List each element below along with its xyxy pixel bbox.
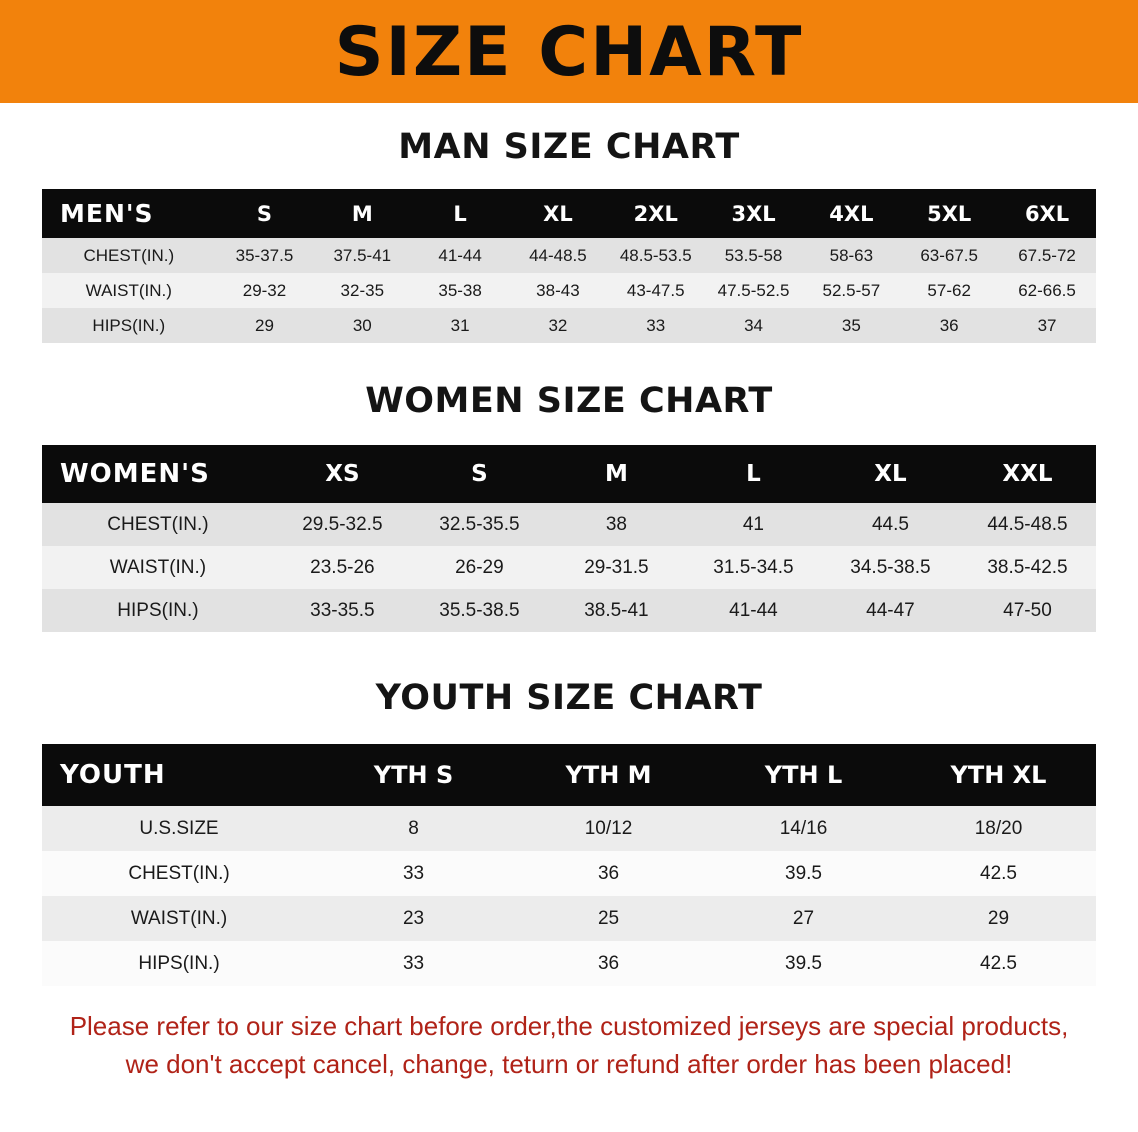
table-cell: 25 — [511, 896, 706, 941]
column-header: YTH S — [316, 744, 511, 806]
table-cell: 23.5-26 — [274, 546, 411, 589]
column-header: M — [548, 445, 685, 503]
table-row — [42, 238, 1096, 273]
policy-note — [59, 1008, 1079, 1083]
table-cell: 36 — [511, 851, 706, 896]
column-header: MEN'S — [42, 189, 216, 238]
column-header: WOMEN'S — [42, 445, 274, 503]
table-row — [42, 851, 1096, 896]
column-header: XL — [822, 445, 959, 503]
row-label: HIPS(IN.) — [42, 308, 216, 343]
table-cell: 48.5-53.5 — [607, 238, 705, 273]
table-cell: 29-31.5 — [548, 546, 685, 589]
table-cell: 33 — [316, 941, 511, 986]
table-cell: 47-50 — [959, 589, 1096, 632]
table-cell: 41-44 — [411, 238, 509, 273]
man-table-wrap — [42, 189, 1096, 343]
table-cell: 36 — [900, 308, 998, 343]
youth-size-table — [42, 744, 1096, 986]
table-cell: 32-35 — [313, 273, 411, 308]
women-table-wrap — [42, 445, 1096, 632]
man-section-heading: MAN SIZE CHART — [398, 127, 740, 167]
column-header: 4XL — [802, 189, 900, 238]
table-cell: 42.5 — [901, 941, 1096, 986]
youth-table-wrap — [42, 744, 1096, 986]
table-cell: 38.5-41 — [548, 589, 685, 632]
table-cell: 36 — [511, 941, 706, 986]
column-header: S — [411, 445, 548, 503]
youth-section-heading: YOUTH SIZE CHART — [375, 678, 763, 718]
table-cell: 41-44 — [685, 589, 822, 632]
table-cell: 29.5-32.5 — [274, 503, 411, 546]
table-cell: 52.5-57 — [802, 273, 900, 308]
table-cell: 44.5-48.5 — [959, 503, 1096, 546]
row-label: WAIST(IN.) — [42, 546, 274, 589]
table-row — [42, 546, 1096, 589]
table-cell: 32 — [509, 308, 607, 343]
table-cell: 31.5-34.5 — [685, 546, 822, 589]
table-row — [42, 308, 1096, 343]
table-row — [42, 273, 1096, 308]
column-header: YTH XL — [901, 744, 1096, 806]
table-cell: 29-32 — [216, 273, 314, 308]
table-cell: 47.5-52.5 — [705, 273, 803, 308]
column-header: 2XL — [607, 189, 705, 238]
table-cell: 67.5-72 — [998, 238, 1096, 273]
table-cell: 14/16 — [706, 806, 901, 851]
table-cell: 34.5-38.5 — [822, 546, 959, 589]
table-cell: 26-29 — [411, 546, 548, 589]
table-cell: 37.5-41 — [313, 238, 411, 273]
column-header: 5XL — [900, 189, 998, 238]
women-section-heading: WOMEN SIZE CHART — [365, 381, 773, 421]
table-cell: 29 — [901, 896, 1096, 941]
table-cell: 53.5-58 — [705, 238, 803, 273]
table-cell: 43-47.5 — [607, 273, 705, 308]
column-header: XS — [274, 445, 411, 503]
column-header: XL — [509, 189, 607, 238]
column-header: XXL — [959, 445, 1096, 503]
header-banner — [0, 0, 1138, 103]
table-cell: 23 — [316, 896, 511, 941]
policy-note-line-2: we don't accept cancel, change, teturn or refund after order has been placed! — [125, 1048, 1013, 1079]
table-cell: 34 — [705, 308, 803, 343]
table-cell: 38 — [548, 503, 685, 546]
table-cell: 32.5-35.5 — [411, 503, 548, 546]
table-row — [42, 589, 1096, 632]
table-cell: 41 — [685, 503, 822, 546]
table-cell: 39.5 — [706, 941, 901, 986]
table-cell: 33 — [607, 308, 705, 343]
table-cell: 33 — [316, 851, 511, 896]
table-cell: 57-62 — [900, 273, 998, 308]
table-cell: 29 — [216, 308, 314, 343]
table-header-row — [42, 445, 1096, 503]
column-header: L — [685, 445, 822, 503]
table-cell: 38-43 — [509, 273, 607, 308]
table-cell: 39.5 — [706, 851, 901, 896]
table-cell: 35 — [802, 308, 900, 343]
column-header: 6XL — [998, 189, 1096, 238]
row-label: CHEST(IN.) — [42, 503, 274, 546]
table-cell: 27 — [706, 896, 901, 941]
table-cell: 44-47 — [822, 589, 959, 632]
table-cell: 8 — [316, 806, 511, 851]
column-header: 3XL — [705, 189, 803, 238]
table-cell: 63-67.5 — [900, 238, 998, 273]
table-cell: 44.5 — [822, 503, 959, 546]
table-header-row — [42, 189, 1096, 238]
row-label: CHEST(IN.) — [42, 851, 316, 896]
women-size-table — [42, 445, 1096, 632]
table-row — [42, 503, 1096, 546]
table-cell: 31 — [411, 308, 509, 343]
row-label: HIPS(IN.) — [42, 589, 274, 632]
table-header-row — [42, 744, 1096, 806]
row-label: WAIST(IN.) — [42, 896, 316, 941]
table-cell: 35.5-38.5 — [411, 589, 548, 632]
table-cell: 35-37.5 — [216, 238, 314, 273]
column-header: YTH L — [706, 744, 901, 806]
column-header: L — [411, 189, 509, 238]
row-label: U.S.SIZE — [42, 806, 316, 851]
table-row — [42, 896, 1096, 941]
row-label: WAIST(IN.) — [42, 273, 216, 308]
page-title: SIZE CHART — [334, 12, 804, 92]
table-cell: 30 — [313, 308, 411, 343]
table-row — [42, 941, 1096, 986]
policy-note-line-1: Please refer to our size chart before order,the customized jerseys are special products, — [69, 1011, 1069, 1041]
table-cell: 18/20 — [901, 806, 1096, 851]
column-header: S — [216, 189, 314, 238]
row-label: HIPS(IN.) — [42, 941, 316, 986]
column-header: YTH M — [511, 744, 706, 806]
table-cell: 33-35.5 — [274, 589, 411, 632]
table-cell: 10/12 — [511, 806, 706, 851]
table-cell: 58-63 — [802, 238, 900, 273]
column-header: YOUTH — [42, 744, 316, 806]
table-cell: 35-38 — [411, 273, 509, 308]
table-cell: 62-66.5 — [998, 273, 1096, 308]
man-size-table — [42, 189, 1096, 343]
table-cell: 38.5-42.5 — [959, 546, 1096, 589]
table-row — [42, 806, 1096, 851]
table-cell: 44-48.5 — [509, 238, 607, 273]
row-label: CHEST(IN.) — [42, 238, 216, 273]
column-header: M — [313, 189, 411, 238]
table-cell: 37 — [998, 308, 1096, 343]
table-cell: 42.5 — [901, 851, 1096, 896]
